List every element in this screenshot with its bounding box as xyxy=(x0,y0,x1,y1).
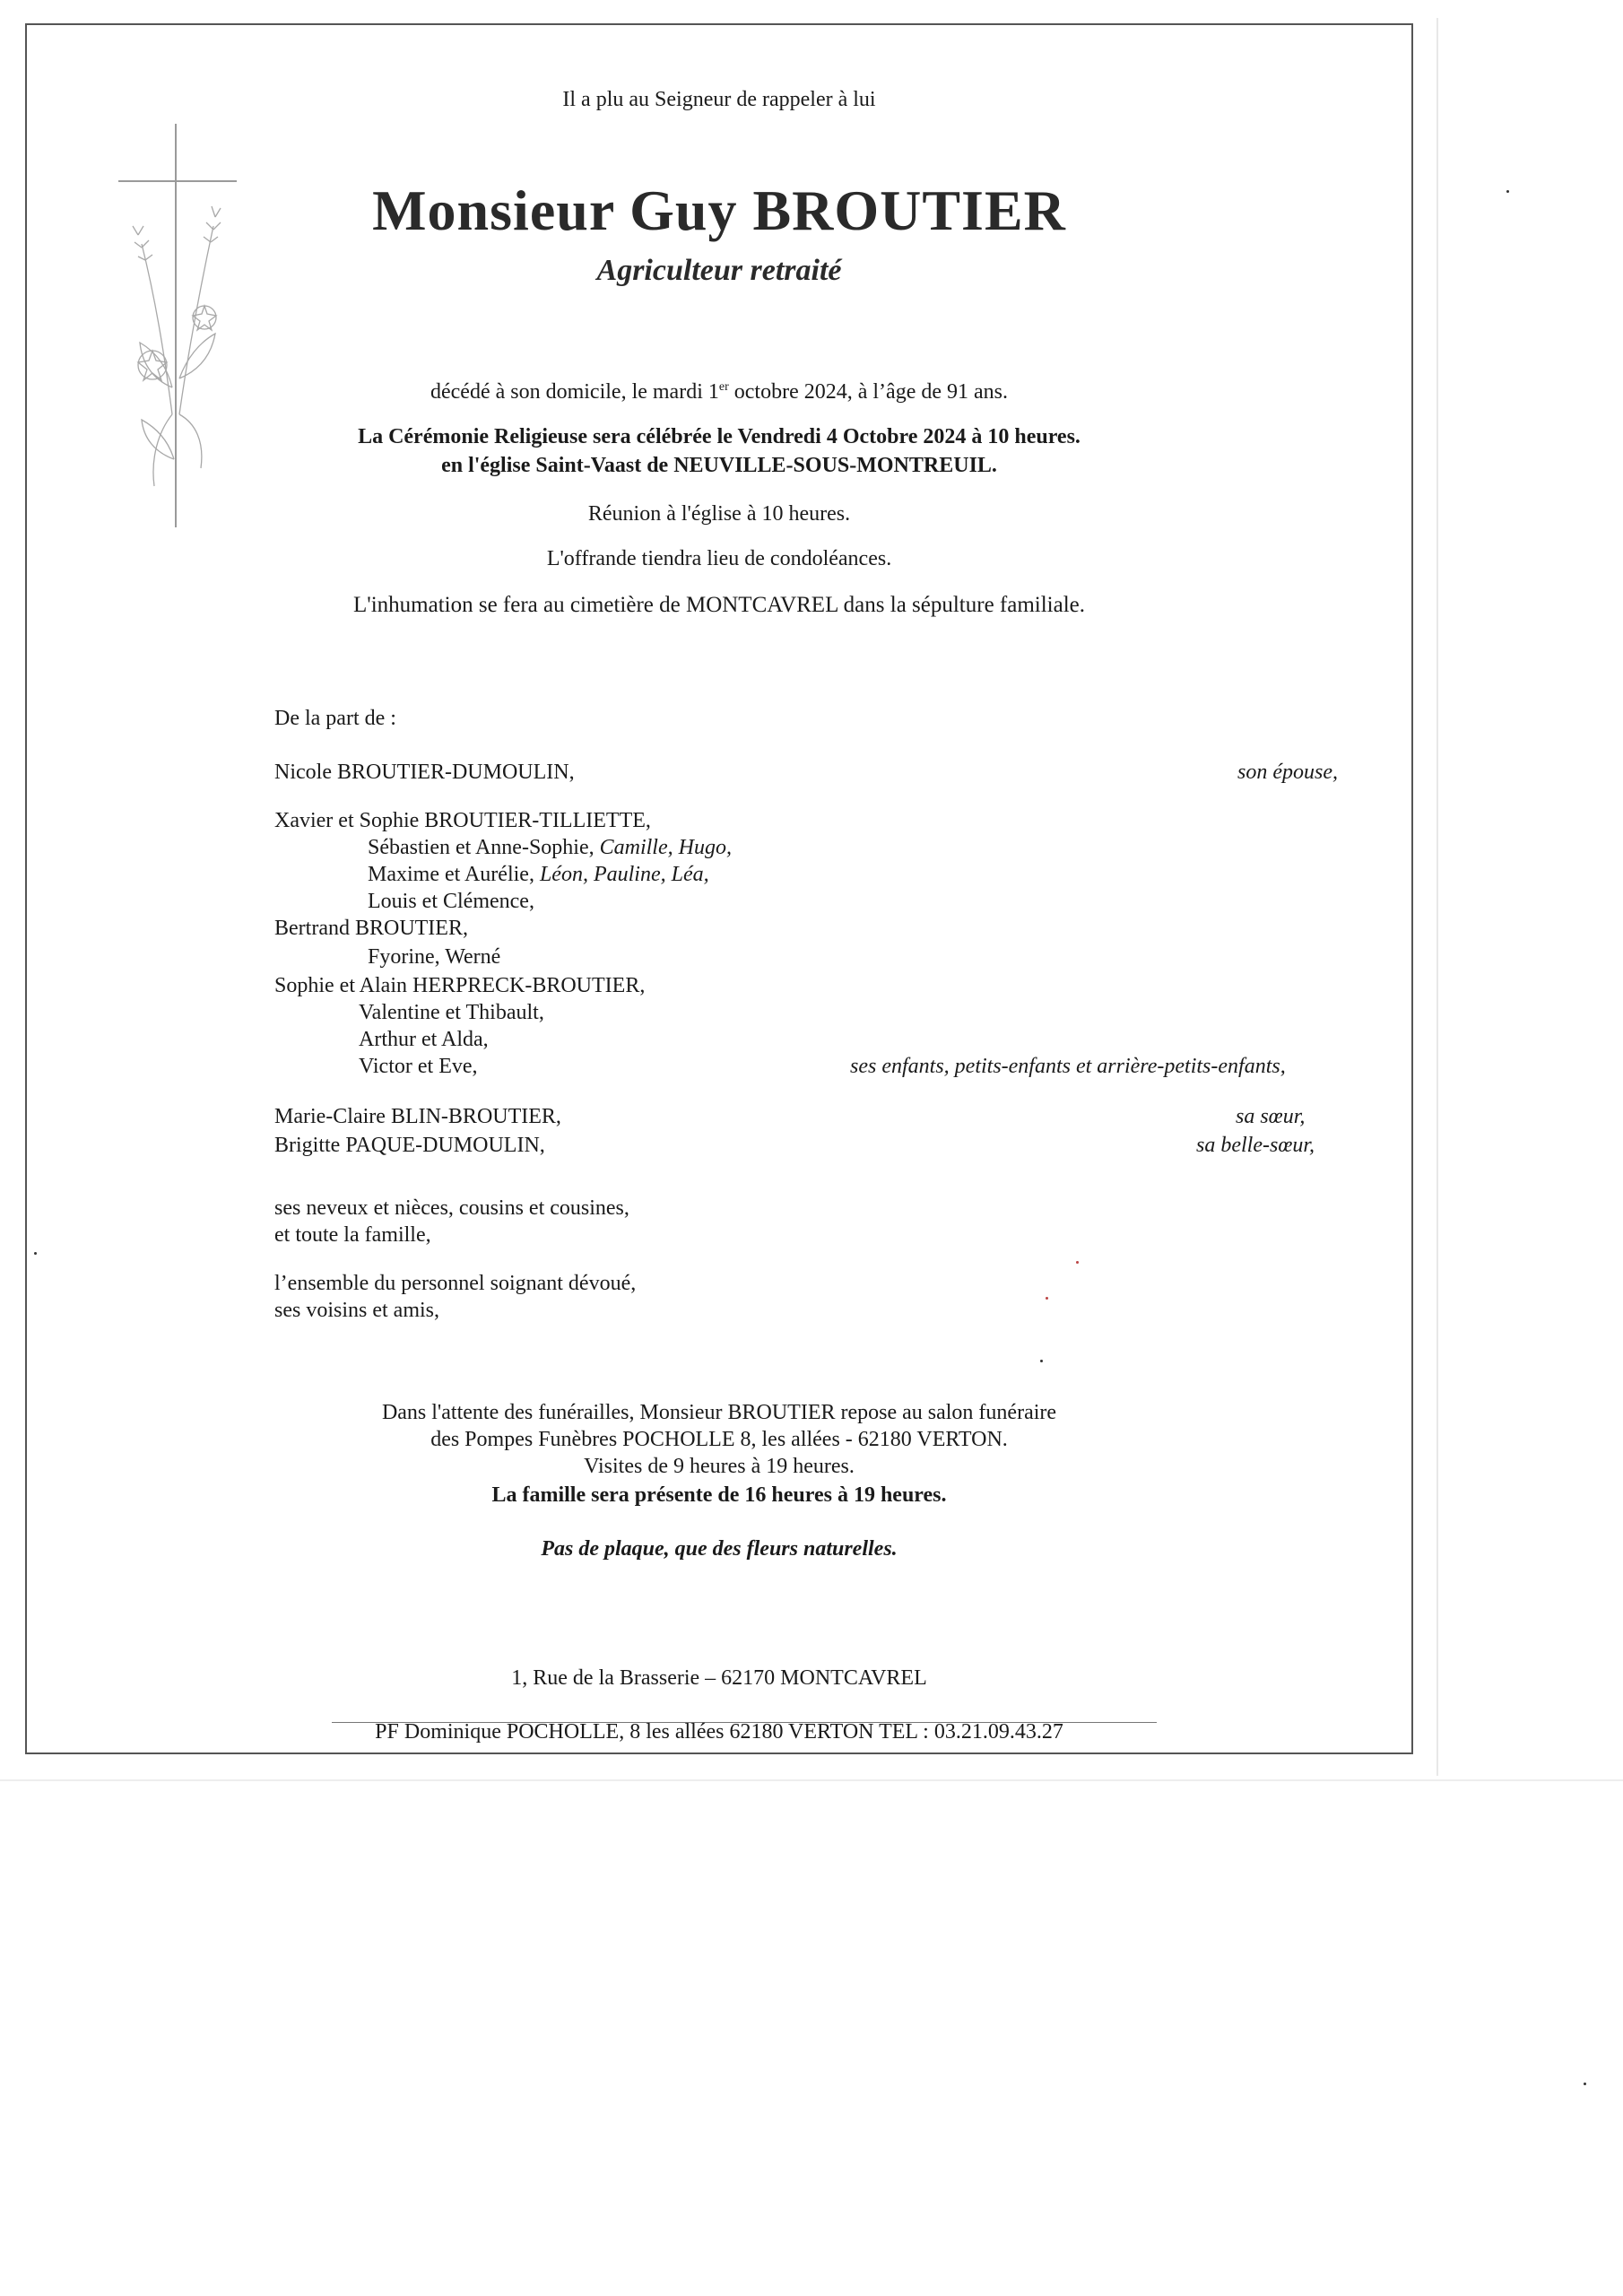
visitation-line-2: des Pompes Funèbres POCHOLLE 8, les allées - 62180 VERTON. xyxy=(430,1428,1008,1451)
burial-text: L'inhumation se fera au cimetière de MONTCAVREL dans la sépulture familiale. xyxy=(352,593,1086,617)
reunion-text: Réunion à l'église à 10 heures. xyxy=(587,502,851,526)
spouse-role: son épouse, xyxy=(1237,761,1338,784)
great-grandchildren-2: Léon, Pauline, Léa, xyxy=(539,863,709,886)
scan-speck xyxy=(1506,190,1509,193)
neighbors-line: ses voisins et amis, xyxy=(274,1299,439,1322)
deceased-name: Monsieur Guy BROUTIER xyxy=(372,178,1066,242)
sister-role: sa sœur, xyxy=(1236,1105,1306,1128)
ordinal-suffix: er xyxy=(718,380,729,394)
grandchild-names-1: Sébastien et Anne-Sophie, xyxy=(368,836,600,859)
flowers-note: Pas de plaque, que des fleurs naturelles. xyxy=(541,1537,898,1561)
grandchild-line-5: Valentine et Thibault, xyxy=(359,1001,544,1024)
grandchild-line-3: Louis et Clémence, xyxy=(368,890,534,913)
family-presence: La famille sera présente de 16 heures à 19 heures. xyxy=(491,1483,947,1507)
grandchild-line-1 xyxy=(368,834,732,861)
scan-edge xyxy=(0,1779,1623,1781)
child-1: Xavier et Sophie BROUTIER-TILLIETTE, xyxy=(274,809,651,832)
family-intro: De la part de : xyxy=(274,707,396,730)
deceased-profession: Agriculteur retraité xyxy=(596,254,842,287)
child-2: Bertrand BROUTIER, xyxy=(274,917,468,940)
death-statement xyxy=(25,378,1413,405)
sister-name: Marie-Claire BLIN-BROUTIER, xyxy=(274,1105,561,1128)
scan-speck xyxy=(1040,1360,1043,1362)
staff-line: l’ensemble du personnel soignant dévoué, xyxy=(274,1272,637,1295)
page-edge xyxy=(1436,18,1438,1776)
sister-in-law-role: sa belle-sœur, xyxy=(1196,1134,1315,1157)
offering-text: L'offrande tiendra lieu de condoléances. xyxy=(546,547,892,570)
children-role: ses enfants, petits-enfants et arrière-petits-enfants, xyxy=(850,1055,1286,1078)
scan-speck xyxy=(34,1252,37,1255)
death-text-end: octobre 2024, à l’âge de 91 ans. xyxy=(728,380,1008,404)
grandchild-line-2 xyxy=(368,861,709,888)
grandchild-line-4: Fyorine, Werné xyxy=(368,945,501,969)
death-text-start: décédé à son domicile, le mardi 1 xyxy=(430,380,719,404)
sister-in-law-name: Brigitte PAQUE-DUMOULIN, xyxy=(274,1134,545,1157)
spouse-name: Nicole BROUTIER-DUMOULIN, xyxy=(274,761,575,784)
intro-text: Il a plu au Seigneur de rappeler à lui xyxy=(562,88,876,111)
extended-family-1: ses neveux et nièces, cousins et cousines, xyxy=(274,1196,629,1220)
scan-speck xyxy=(1584,2083,1586,2085)
home-address: 1, Rue de la Brasserie – 62170 MONTCAVREL xyxy=(511,1666,927,1690)
grandchild-line-7: Victor et Eve, xyxy=(359,1055,478,1078)
great-grandchildren-1: Camille, Hugo, xyxy=(599,836,732,859)
child-3: Sophie et Alain HERPRECK-BROUTIER, xyxy=(274,974,646,997)
visitation-hours: Visites de 9 heures à 19 heures. xyxy=(584,1455,855,1478)
funeral-home-footer: PF Dominique POCHOLLE, 8 les allées 62180 VERTON TEL : 03.21.09.43.27 xyxy=(375,1720,1063,1744)
grandchild-line-6: Arthur et Alda, xyxy=(359,1028,489,1051)
grandchild-names-2: Maxime et Aurélie, xyxy=(368,863,540,886)
visitation-line-1: Dans l'attente des funérailles, Monsieur BROUTIER repose au salon funéraire xyxy=(381,1401,1057,1424)
scan-speck xyxy=(1046,1297,1048,1300)
ceremony-line-2: en l'église Saint-Vaast de NEUVILLE-SOUS-MONTREUIL. xyxy=(441,454,997,477)
extended-family-2: et toute la famille, xyxy=(274,1223,431,1247)
ceremony-line-1: La Cérémonie Religieuse sera célébrée le Vendredi 4 Octobre 2024 à 10 heures. xyxy=(358,425,1081,448)
scan-speck xyxy=(1076,1261,1079,1264)
